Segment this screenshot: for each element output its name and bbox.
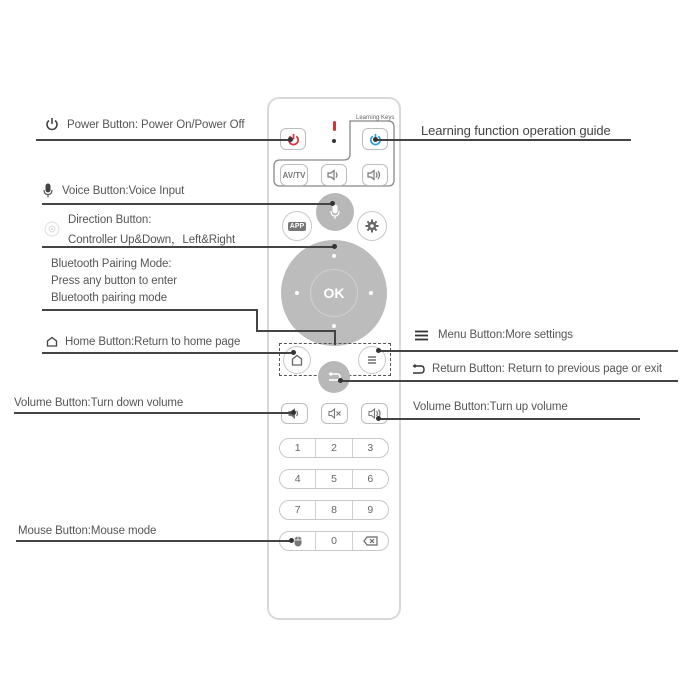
settings-button[interactable] bbox=[357, 211, 387, 241]
return-button[interactable] bbox=[318, 361, 350, 393]
menu-connector-dot bbox=[376, 348, 381, 353]
return-leader-line bbox=[340, 380, 678, 382]
bluetooth-leader-line-v bbox=[256, 309, 258, 331]
mouse-connector-dot bbox=[289, 538, 294, 543]
voice-button[interactable] bbox=[316, 193, 354, 231]
volume-down-connector-dot bbox=[291, 410, 296, 415]
keypad-row-4 bbox=[279, 531, 389, 551]
learning-connector-dot bbox=[373, 137, 378, 142]
mouse-icon bbox=[294, 536, 302, 547]
key-0[interactable]: 0 bbox=[315, 532, 351, 550]
power-leader-line bbox=[36, 139, 291, 141]
volume-up-connector-dot bbox=[376, 416, 381, 421]
key-1[interactable]: 1 bbox=[294, 442, 301, 454]
menu-leader-line bbox=[378, 350, 678, 352]
app-button[interactable] bbox=[282, 211, 312, 241]
volume-down-annotation: Volume Button:Turn down volume bbox=[14, 397, 184, 409]
keypad-row-3 bbox=[279, 500, 389, 520]
direction-annotation-desc: Controller Up&Down，Left&Right bbox=[68, 234, 236, 246]
return-connector-dot bbox=[338, 378, 343, 383]
keypad-row-1 bbox=[279, 438, 389, 458]
direction-down[interactable] bbox=[332, 324, 336, 328]
home-icon bbox=[291, 354, 303, 366]
backspace-button[interactable] bbox=[352, 532, 388, 550]
key-7[interactable]: 7 bbox=[294, 504, 301, 516]
volume-up-icon bbox=[367, 169, 383, 181]
keypad-row-2 bbox=[279, 469, 389, 489]
learning-keys-label: Learning Keys bbox=[356, 115, 395, 121]
home-connector-dot bbox=[291, 350, 296, 355]
mute-button[interactable] bbox=[321, 403, 348, 424]
home-annotation: Home Button:Return to home page bbox=[65, 336, 241, 348]
volume-up-annotation: Volume Button:Turn up volume bbox=[413, 401, 568, 413]
volume-down-icon bbox=[327, 169, 341, 181]
home-leader-line bbox=[42, 352, 294, 354]
app-label: APP bbox=[289, 222, 305, 230]
bluetooth-annotation-line3: Bluetooth pairing mode bbox=[51, 292, 168, 304]
indicator-led bbox=[333, 121, 336, 131]
learning-volume-up-button[interactable] bbox=[362, 164, 388, 186]
key-4[interactable]: 4 bbox=[294, 473, 301, 485]
key-6[interactable]: 6 bbox=[352, 470, 388, 488]
bluetooth-leader-line-h2 bbox=[256, 330, 336, 332]
key-9[interactable]: 9 bbox=[352, 501, 388, 519]
home-button[interactable] bbox=[283, 346, 311, 374]
mute-icon bbox=[328, 408, 342, 419]
learning-volume-down-button[interactable] bbox=[321, 164, 347, 186]
voice-connector-dot bbox=[330, 201, 335, 206]
power-annotation: Power Button: Power On/Power Off bbox=[67, 119, 245, 131]
direction-annotation-title: Direction Button: bbox=[68, 214, 152, 226]
direction-right[interactable] bbox=[369, 291, 373, 295]
menu-annotation: Menu Button:More settings bbox=[438, 329, 573, 341]
mouse-annotation: Mouse Button:Mouse mode bbox=[18, 525, 157, 537]
microphone-icon bbox=[43, 183, 53, 198]
voice-annotation: Voice Button:Voice Input bbox=[62, 185, 185, 197]
av-tv-button[interactable]: AV/TV bbox=[280, 164, 308, 186]
microphone-icon bbox=[330, 204, 340, 220]
mouse-leader-line bbox=[16, 540, 292, 542]
bluetooth-leader-line-h1 bbox=[42, 309, 257, 311]
gear-icon bbox=[365, 219, 379, 233]
learning-annotation: Learning function operation guide bbox=[421, 123, 611, 138]
key-2[interactable]: 2 bbox=[315, 439, 351, 457]
direction-left[interactable] bbox=[295, 291, 299, 295]
bluetooth-annotation-line1: Bluetooth Pairing Mode: bbox=[51, 258, 172, 270]
return-icon bbox=[411, 364, 425, 375]
volume-up-button[interactable] bbox=[361, 403, 388, 424]
learning-leader-line bbox=[376, 139, 631, 141]
backspace-icon bbox=[363, 536, 378, 546]
microphone-hole bbox=[332, 139, 336, 143]
return-annotation: Return Button: Return to previous page or exit bbox=[432, 363, 663, 375]
ok-button[interactable]: OK bbox=[310, 269, 358, 317]
key-3[interactable]: 3 bbox=[352, 439, 388, 457]
volume-up-leader-line bbox=[378, 418, 640, 420]
direction-icon bbox=[44, 221, 60, 237]
key-8[interactable]: 8 bbox=[315, 501, 351, 519]
voice-leader-line bbox=[42, 203, 332, 205]
direction-up[interactable] bbox=[332, 254, 336, 258]
power-icon bbox=[45, 117, 59, 131]
direction-connector-dot bbox=[332, 244, 337, 249]
home-icon bbox=[46, 336, 58, 347]
bluetooth-annotation-line2: Press any button to enter bbox=[51, 275, 177, 287]
bluetooth-leader-line-v2 bbox=[334, 330, 336, 345]
menu-icon bbox=[367, 355, 377, 365]
volume-down-leader-line bbox=[14, 412, 294, 414]
power-connector-dot bbox=[288, 137, 293, 142]
menu-icon bbox=[415, 330, 428, 341]
key-5[interactable]: 5 bbox=[315, 470, 351, 488]
